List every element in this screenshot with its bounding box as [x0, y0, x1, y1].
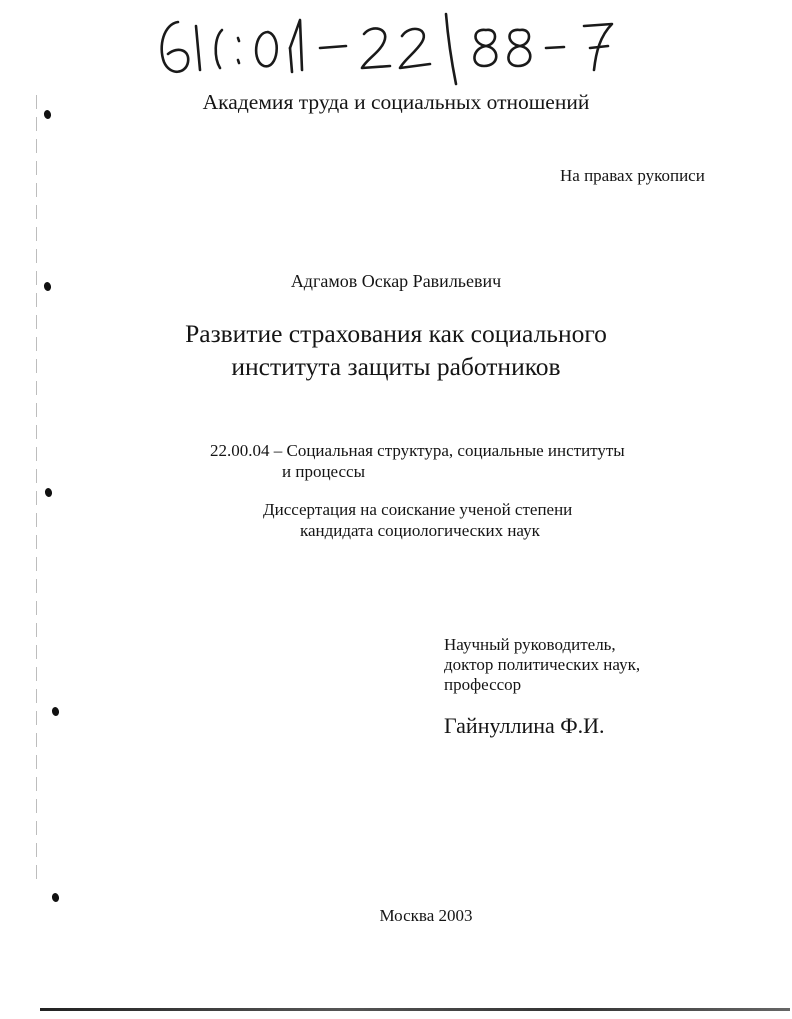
author-name: Адгамов Оскар Равильевич — [290, 271, 502, 291]
city-and-year: Москва 2003 — [379, 906, 473, 925]
scan-bottom-edge — [40, 1008, 790, 1011]
dissertation-title-line-2: института защиты работников — [231, 352, 561, 381]
advisor-degree: доктор политических наук, — [444, 655, 641, 674]
advisor-role: Научный руководитель, — [444, 635, 616, 654]
dissertation-title-line-1: Развитие страхования как социального — [185, 319, 607, 348]
handwritten-library-code — [150, 8, 620, 90]
advisor-rank: профессор — [444, 675, 522, 694]
specialty-line-1: 22.00.04 – Социальная структура, социальные институты — [210, 441, 625, 460]
degree-statement-line-2: кандидата социологических наук — [300, 521, 540, 540]
manuscript-rights-note: На правах рукописи — [560, 166, 705, 185]
scan-margin-line — [36, 95, 37, 885]
binding-hole-mark — [44, 487, 53, 497]
specialty-line-2: и процессы — [282, 462, 366, 481]
degree-statement-line-1: Диссертация на соискание ученой степени — [263, 500, 573, 519]
binding-hole-mark — [51, 706, 60, 716]
institution-name: Академия труда и социальных отношений — [202, 90, 590, 114]
binding-hole-mark — [51, 892, 60, 902]
advisor-name: Гайнуллина Ф.И. — [444, 713, 605, 738]
